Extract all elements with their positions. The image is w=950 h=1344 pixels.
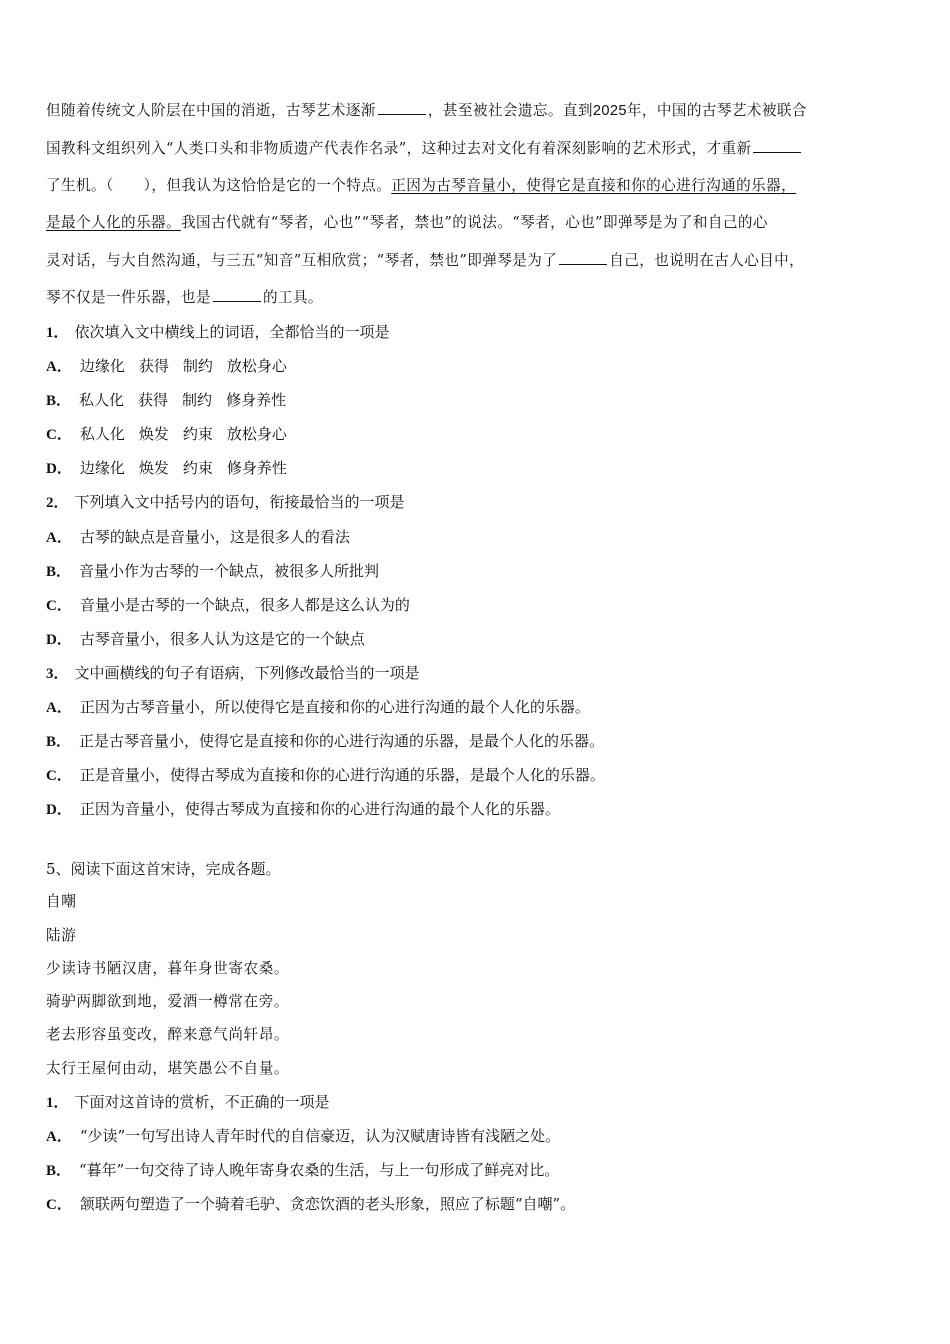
- option-label: B．: [46, 564, 72, 580]
- passage-text: 但随着传统文人阶层在中国的消逝，古琴艺术逐渐: [46, 102, 376, 119]
- option-word: 焕发: [138, 459, 169, 477]
- question-stem: 下面对这首诗的赏析，不正确的一项是: [74, 1093, 330, 1111]
- poem-author: 陆游: [46, 927, 77, 944]
- option-word: 放松身心: [226, 357, 287, 375]
- option-label: A．: [46, 1129, 72, 1145]
- fill-blank: [559, 250, 607, 265]
- question-number: 1．: [46, 1095, 69, 1111]
- option-text: “暮年”一句交待了诗人晚年寄身农桑的生活，与上一句形成了鲜亮对比。: [79, 1161, 560, 1179]
- passage-text: 自己，也说明在古人心目中，: [609, 252, 805, 269]
- q1-option-a[interactable]: [46, 355, 287, 378]
- option-word: 私人化: [79, 391, 125, 409]
- option-label: B．: [46, 393, 72, 409]
- option-text: 正因为音量小，使得古琴成为直接和你的心进行沟通的最个人化的乐器。: [79, 800, 560, 818]
- q1-option-c[interactable]: [46, 423, 287, 446]
- fill-blank: [213, 287, 261, 302]
- question-1: [46, 321, 390, 344]
- q2-option-d[interactable]: [46, 628, 365, 651]
- option-word: 边缘化: [79, 357, 125, 375]
- option-word: 修身养性: [226, 391, 287, 409]
- option-text: 音量小作为古琴的一个缺点，被很多人所批判: [79, 562, 380, 580]
- question-stem: 下列填入文中括号内的语句，衔接最恰当的一项是: [74, 493, 405, 511]
- option-text: 古琴的缺点是音量小，这是很多人的看法: [79, 528, 350, 546]
- question-3: [46, 662, 420, 685]
- option-word: 制约: [182, 391, 213, 409]
- passage-line-3: [46, 175, 796, 197]
- section-5-heading: 5、阅读下面这首宋诗，完成各题。: [46, 860, 281, 878]
- passage-text: 了生机。（ ），但我认为这恰恰是它的一个特点。: [46, 177, 392, 194]
- option-label: C．: [46, 427, 72, 443]
- option-word: 焕发: [138, 425, 169, 443]
- option-label: C．: [46, 1197, 72, 1213]
- passage-text: 我国古代就有“琴者，心也”“琴者，禁也”的说法。“琴者，心也”即弹琴是为了和自己的心: [180, 214, 768, 231]
- passage-text: 的工具。: [262, 289, 323, 306]
- passage-line-2: [46, 138, 803, 160]
- option-text: 正是音量小，使得古琴成为直接和你的心进行沟通的乐器，是最个人化的乐器。: [79, 766, 605, 784]
- q5-1-option-c[interactable]: [46, 1193, 575, 1216]
- q5-1-option-a[interactable]: [46, 1125, 560, 1148]
- question-number: 2．: [46, 495, 69, 511]
- year-text: 2025: [592, 103, 627, 119]
- passage-line-6: [46, 287, 323, 309]
- option-word: 制约: [182, 357, 213, 375]
- q3-option-c[interactable]: [46, 764, 605, 787]
- passage-text: 琴不仅是一件乐器，也是: [46, 289, 211, 306]
- q3-option-b[interactable]: [46, 730, 604, 753]
- option-text: 颔联两句塑造了一个骑着毛驴、贪恋饮酒的老头形象，照应了标题“自嘲”。: [79, 1195, 576, 1213]
- fill-blank: [753, 138, 801, 153]
- option-label: C．: [46, 768, 72, 784]
- option-label: B．: [46, 734, 72, 750]
- option-word: 边缘化: [79, 459, 125, 477]
- q2-option-c[interactable]: [46, 594, 410, 617]
- q1-option-d[interactable]: [46, 457, 287, 480]
- passage-text: 灵对话，与大自然沟通，与三五“知音”互相欣赏；“琴者，禁也”即弹琴是为了: [46, 252, 558, 269]
- option-label: B．: [46, 1163, 72, 1179]
- option-label: A．: [46, 530, 72, 546]
- q5-1-option-b[interactable]: [46, 1159, 559, 1182]
- question-stem: 文中画横线的句子有语病，下列修改最恰当的一项是: [74, 664, 420, 682]
- q1-option-b[interactable]: [46, 389, 286, 412]
- passage-line-5: [46, 250, 804, 272]
- q2-option-b[interactable]: [46, 560, 379, 583]
- option-label: D．: [46, 461, 72, 477]
- fill-blank: [378, 100, 426, 115]
- question-number: 3．: [46, 666, 69, 682]
- poem-line: 少读诗书陋汉唐，暮年身世寄农桑。: [46, 960, 290, 977]
- option-label: D．: [46, 802, 72, 818]
- option-text: 音量小是古琴的一个缺点，很多人都是这么认为的: [79, 596, 410, 614]
- option-word: 获得: [138, 391, 169, 409]
- option-word: 修身养性: [226, 459, 287, 477]
- passage-text: 年，中国的古琴艺术被联合: [626, 102, 807, 119]
- q3-option-d[interactable]: [46, 798, 560, 821]
- passage-text: ，甚至被社会遗忘。直到: [427, 102, 593, 119]
- option-label: A．: [46, 359, 72, 375]
- question-number: 1．: [46, 325, 69, 341]
- underlined-sentence: 正因为古琴音量小，使得它是直接和你的心进行沟通的乐器，: [391, 177, 797, 194]
- poem-line: 太行王屋何由动，堪笑愚公不自量。: [46, 1060, 290, 1077]
- option-word: 放松身心: [226, 425, 287, 443]
- q2-option-a[interactable]: [46, 526, 350, 549]
- option-word: 私人化: [79, 425, 125, 443]
- option-word: 约束: [182, 459, 213, 477]
- passage-line-4: [46, 212, 768, 234]
- option-text: “少读”一句写出诗人青年时代的自信豪迈，认为汉赋唐诗皆有浅陋之处。: [79, 1127, 561, 1145]
- option-text: 正因为古琴音量小，所以使得它是直接和你的心进行沟通的最个人化的乐器。: [79, 698, 590, 716]
- underlined-sentence: 是最个人化的乐器。: [46, 214, 181, 231]
- poem-line: 老去形容虽变改，醉来意气尚轩昂。: [46, 1026, 290, 1043]
- question-stem: 依次填入文中横线上的词语，全都恰当的一项是: [74, 323, 390, 341]
- poem-title: 自嘲: [46, 893, 77, 910]
- passage-text: 国教科文组织列入“人类口头和非物质遗产代表作名录”，这种过去对文化有着深刻影响的艺术形式，才重新: [46, 140, 752, 157]
- option-label: A．: [46, 700, 72, 716]
- option-text: 正是古琴音量小，使得它是直接和你的心进行沟通的乐器，是最个人化的乐器。: [79, 732, 605, 750]
- option-label: D．: [46, 632, 72, 648]
- poem-line: 骑驴两脚欲到地，爱酒一樽常在旁。: [46, 993, 290, 1010]
- passage-line-1: [46, 100, 807, 122]
- question-2: [46, 491, 405, 514]
- option-word: 获得: [138, 357, 169, 375]
- option-text: 古琴音量小，很多人认为这是它的一个缺点: [79, 630, 365, 648]
- option-word: 约束: [182, 425, 213, 443]
- question-5-1: [46, 1091, 330, 1114]
- q3-option-a[interactable]: [46, 696, 590, 719]
- option-label: C．: [46, 598, 72, 614]
